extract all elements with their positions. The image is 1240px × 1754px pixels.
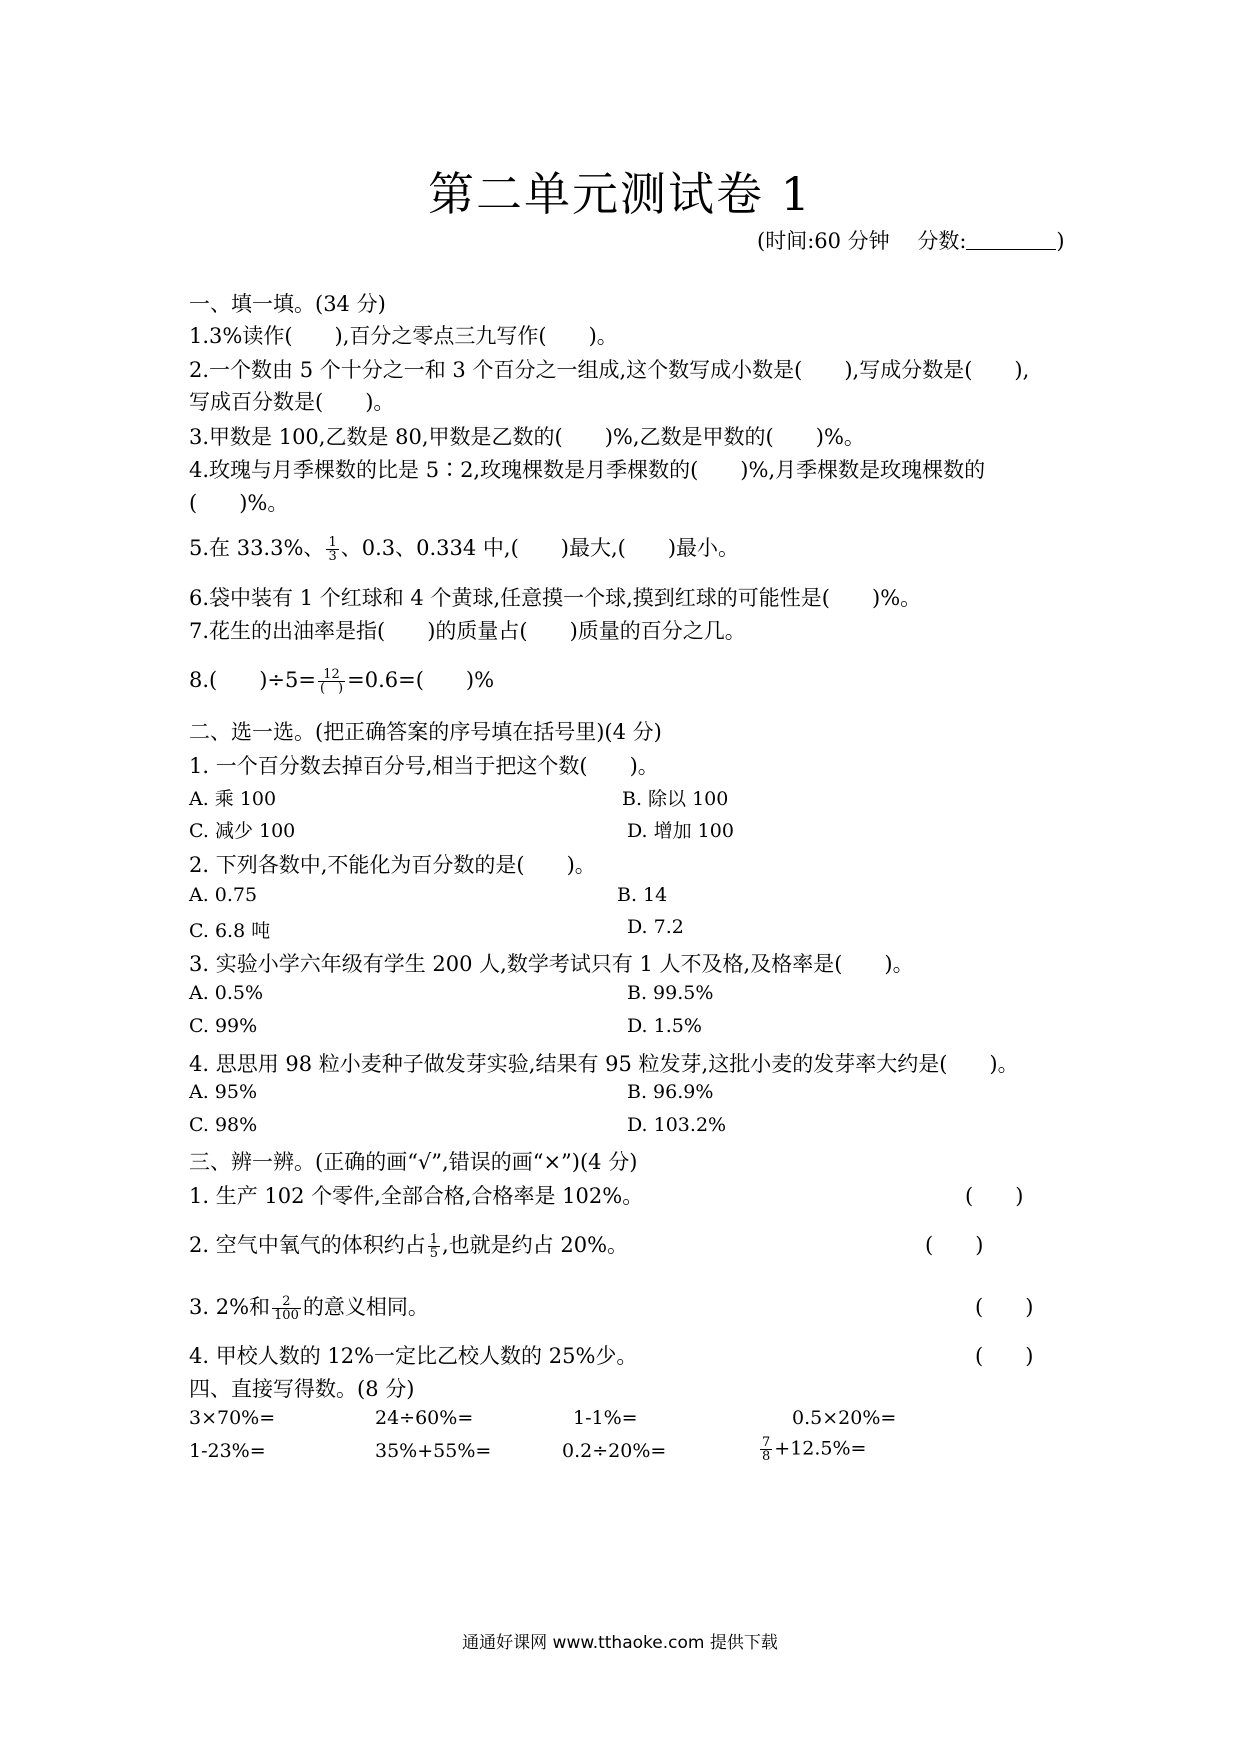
s1-q5-post: 、0.3、0.334 中,( )最大,( )最小。	[340, 536, 740, 560]
s3-j4-answer-paren: ( )	[975, 1344, 1034, 1368]
s2-q4-option-c: C. 98%	[189, 1114, 258, 1136]
s1-q8-fraction	[318, 668, 345, 695]
calc-r1-c1: 3×70%=	[189, 1407, 276, 1429]
s1-q8-frac-num: 12	[318, 668, 345, 682]
time-score-info	[757, 225, 1065, 255]
calc-r2-c4-fraction	[760, 1436, 772, 1463]
s2-q1-stem: 1. 一个百分数去掉百分号,相当于把这个数( )。	[189, 754, 659, 778]
s1-q5-frac-num: 1	[328, 535, 337, 550]
section1-heading: 一、填一填。(34 分)	[189, 292, 386, 316]
s1-q5-fraction	[326, 536, 338, 563]
s2-q1-option-a: A. 乘 100	[189, 788, 277, 810]
s2-q4-option-a: A. 95%	[189, 1081, 258, 1103]
s3-j3	[189, 1291, 429, 1322]
calc-r2-c2: 35%+55%=	[375, 1440, 492, 1462]
s1-q8-frac-den: ( )	[319, 681, 344, 696]
s1-q5-frac-den: 3	[328, 549, 337, 564]
s3-j1: 1. 生产 102 个零件,全部合格,合格率是 102%。	[189, 1184, 644, 1208]
s3-j2-fraction	[428, 1233, 440, 1260]
s3-j2-pre: 2. 空气中氧气的体积约占	[189, 1233, 426, 1257]
s1-q4b: ( )%。	[189, 491, 289, 515]
s1-q8	[189, 664, 494, 695]
s2-q3-option-b: B. 99.5%	[627, 982, 714, 1004]
calc-r1-c2: 24÷60%=	[375, 1407, 474, 1429]
calc-r2-c4-post: +12.5%=	[774, 1437, 867, 1460]
calc-r1-c3: 1-1%=	[573, 1407, 638, 1429]
s2-q1-option-c: C. 减少 100	[189, 820, 296, 842]
s2-q4-stem: 4. 思思用 98 粒小麦种子做发芽实验,结果有 95 粒发芽,这批小麦的发芽率大约是( )。	[189, 1052, 1019, 1076]
calc-r2-c3: 0.2÷20%=	[562, 1440, 667, 1462]
s1-q4a: 4.玫瑰与月季棵数的比是 5∶2,玫瑰棵数是月季棵数的( )%,月季棵数是玫瑰棵数的	[189, 458, 986, 482]
score-blank	[966, 229, 1056, 250]
s3-j2-frac-den: 5	[429, 1246, 438, 1261]
s3-j3-post: 的意义相同。	[302, 1295, 429, 1319]
s3-j1-answer-paren: ( )	[965, 1184, 1024, 1208]
page-title: 第二单元测试卷 1	[428, 167, 812, 221]
s1-q3: 3.甲数是 100,乙数是 80,甲数是乙数的( )%,乙数是甲数的( )%。	[189, 425, 865, 449]
s2-q2-option-d: D. 7.2	[627, 916, 684, 938]
section4-heading: 四、直接写得数。(8 分)	[189, 1377, 415, 1401]
s3-j3-pre: 3. 2%和	[189, 1295, 271, 1319]
s3-j3-frac-den: 100	[274, 1308, 299, 1323]
s1-q8-post: =0.6=( )%	[347, 668, 495, 692]
calc-r2-c4	[758, 1436, 866, 1463]
s1-q7: 7.花生的出油率是指( )的质量占( )质量的百分之几。	[189, 619, 746, 643]
s3-j3-answer-paren: ( )	[975, 1295, 1034, 1319]
calc-r1-c4: 0.5×20%=	[792, 1407, 897, 1429]
s2-q2-option-a: A. 0.75	[189, 884, 258, 906]
s1-q1: 1.3%读作( ),百分之零点三九写作( )。	[189, 324, 618, 348]
s3-j4: 4. 甲校人数的 12%一定比乙校人数的 25%少。	[189, 1344, 638, 1368]
s1-q5-pre: 5.在 33.3%、	[189, 536, 325, 560]
s2-q4-option-b: B. 96.9%	[627, 1081, 714, 1103]
s3-j3-frac-num: 2	[272, 1295, 301, 1309]
s3-j2	[189, 1229, 628, 1260]
s1-q5	[189, 532, 739, 563]
s2-q2-stem: 2. 下列各数中,不能化为百分数的是( )。	[189, 853, 596, 877]
s3-j2-answer-paren: ( )	[925, 1233, 984, 1257]
s1-q2b: 写成百分数是( )。	[189, 390, 395, 414]
s2-q3-stem: 3. 实验小学六年级有学生 200 人,数学考试只有 1 人不及格,及格率是( )。	[189, 952, 914, 976]
s2-q3-option-a: A. 0.5%	[189, 982, 264, 1004]
calc-r2-c1: 1-23%=	[189, 1440, 266, 1462]
s2-q2-option-c: C. 6.8 吨	[189, 920, 271, 942]
s2-q1-option-d: D. 增加 100	[627, 820, 734, 842]
time-score-prefix: (时间:60 分钟 分数:	[757, 229, 967, 253]
s3-j2-frac-num: 1	[429, 1232, 438, 1247]
s1-q2a: 2.一个数由 5 个十分之一和 3 个百分之一组成,这个数写成小数是( ),写成分数是( ),	[189, 358, 1030, 382]
s3-j2-post: ,也就是约占 20%。	[442, 1233, 629, 1257]
calc-r2-c4-frac-den: 8	[762, 1449, 771, 1464]
s2-q3-option-c: C. 99%	[189, 1015, 258, 1037]
s2-q3-option-d: D. 1.5%	[627, 1015, 702, 1037]
page-footer: 通通好课网 www.tthaoke.com 提供下载	[462, 1633, 778, 1653]
s2-q1-option-b: B. 除以 100	[622, 788, 729, 810]
calc-r2-c4-frac-num: 7	[762, 1435, 771, 1450]
s1-q8-pre: 8.( )÷5=	[189, 668, 316, 692]
section3-heading: 三、辨一辨。(正确的画“√”,错误的画“×”)(4 分)	[189, 1150, 638, 1174]
s2-q4-option-d: D. 103.2%	[627, 1114, 727, 1136]
s1-q6: 6.袋中装有 1 个红球和 4 个黄球,任意摸一个球,摸到红球的可能性是( )%。	[189, 586, 922, 610]
s2-q2-option-b: B. 14	[617, 884, 668, 906]
section2-heading: 二、选一选。(把正确答案的序号填在括号里)(4 分)	[189, 720, 662, 744]
s3-j3-fraction	[272, 1295, 301, 1322]
time-score-suffix: )	[1056, 229, 1065, 253]
